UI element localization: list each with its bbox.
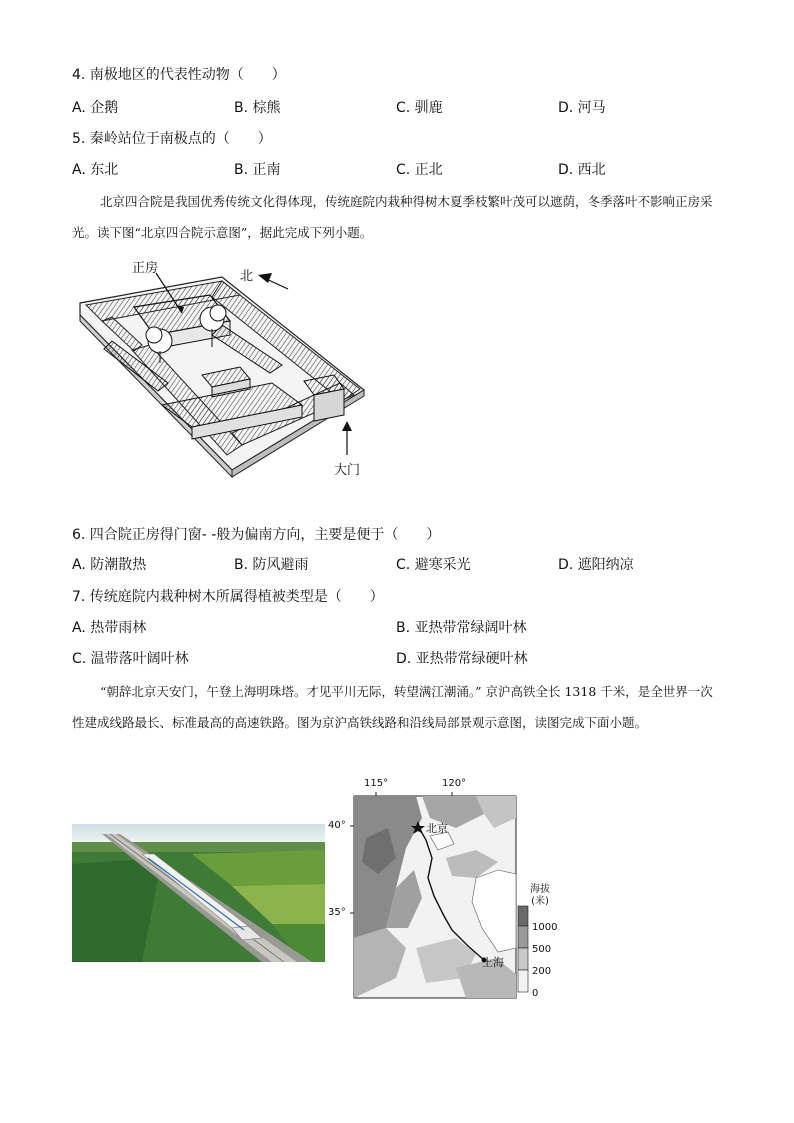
q6-option-a[interactable]: A. 防潮散热: [72, 557, 147, 573]
question-5-stem: 5. 秦岭站位于南极点的（ ）: [72, 131, 272, 147]
question-7-stem: 7. 传统庭院内栽种树木所属得植被类型是（ ）: [72, 589, 384, 605]
passage-siheyuan: 北京四合院是我国优秀传统文化得体现，传统庭院内栽种得树木夏季枝繁叶茂可以遮荫，冬季落叶不影响正房采光。读下图“北京四合院示意图”，据此完成下列小题。: [72, 194, 713, 240]
legend-title-line1: 海拔: [530, 884, 550, 895]
q4-option-c[interactable]: C. 驯鹿: [396, 100, 443, 116]
city-beijing-label: 北京: [426, 822, 448, 835]
label-main-house: 正房: [132, 261, 159, 276]
q4-option-b[interactable]: B. 棕熊: [234, 100, 281, 116]
legend-title-line2: (米): [531, 896, 549, 907]
q5-option-c[interactable]: C. 正北: [396, 162, 443, 178]
q7-option-d[interactable]: D. 亚热带常绿硬叶林: [396, 651, 528, 667]
q7-option-c[interactable]: C. 温带落叶阔叶林: [72, 651, 189, 667]
city-shanghai-label: 上海: [482, 956, 504, 969]
q6-option-b[interactable]: B. 防风避雨: [234, 557, 309, 573]
lat-label-35: 35°: [328, 907, 346, 918]
railway-photo: [72, 824, 325, 962]
legend-value-500: 500: [532, 944, 552, 955]
lat-label-40: 40°: [328, 820, 346, 831]
q7-option-a[interactable]: A. 热带雨林: [72, 620, 147, 636]
q5-option-a[interactable]: A. 东北: [72, 162, 119, 178]
railway-photo-illustration: [72, 824, 325, 962]
question-6-stem: 6. 四合院正房得门窗- -般为偏南方向，主要是便于（ ）: [72, 527, 441, 543]
lon-label-115: 115°: [364, 778, 389, 789]
question-4-stem: 4. 南极地区的代表性动物（ ）: [72, 67, 286, 83]
legend-value-1000: 1000: [532, 922, 558, 933]
q5-option-b[interactable]: B. 正南: [234, 162, 281, 178]
siheyuan-figure: [72, 255, 372, 480]
q6-option-d[interactable]: D. 遮阳纳凉: [558, 557, 634, 573]
label-north: 北: [240, 269, 254, 284]
jinghu-map-figure: [326, 778, 566, 1003]
siheyuan-drawing: [72, 255, 372, 480]
legend-value-200: 200: [532, 966, 552, 977]
passage-jinghu-railway: “朝辞北京天安门，午登上海明珠塔。才见平川无际，转望满江潮涌。” 京沪高铁全长 1318 千米，是全世界一次性建成线路最长、标准最高的高速铁路。图为京沪高铁线路和沿线局部景观示意图，读图完成下面小题。: [72, 684, 713, 730]
lon-label-120: 120°: [442, 778, 467, 789]
q4-option-d[interactable]: D. 河马: [558, 100, 606, 116]
q6-option-c[interactable]: C. 避寒采光: [396, 557, 471, 573]
q5-option-d[interactable]: D. 西北: [558, 162, 606, 178]
q7-option-b[interactable]: B. 亚热带常绿阔叶林: [396, 620, 527, 636]
legend-value-0: 0: [532, 988, 539, 999]
legend-title: [530, 884, 550, 908]
label-gate: 大门: [334, 463, 361, 478]
q4-option-a[interactable]: A. 企鹅: [72, 100, 119, 116]
